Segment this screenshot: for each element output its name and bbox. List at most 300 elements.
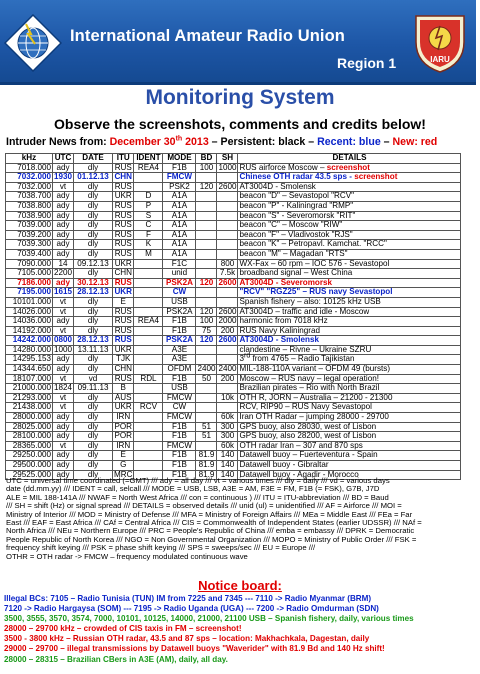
cell-ident: M [134, 249, 163, 259]
cell-mode: unid [163, 269, 196, 279]
page-title: Monitoring System [145, 86, 335, 109]
cell-details: Datawell buoy - Agadir - Morocco [238, 470, 461, 480]
cell-mode: A1A [163, 201, 196, 211]
cell-mode: F1B [163, 317, 196, 327]
cell-khz: 21000.000 [6, 384, 53, 394]
cell-khz: 29525.000 [6, 470, 53, 480]
cell-mode: FMCW [163, 441, 196, 451]
cell-details: beacon "P" - Kaliningrad "RMP" [238, 201, 461, 211]
cell-utc: ady [53, 365, 74, 375]
legend-line: frequency shift keying /// PSK = phase shift keying /// SPS = sweeps/sec /// EU = Europe /// [6, 543, 316, 553]
cell-date: 09.11.13 [74, 384, 113, 394]
cell-details: Datawell buoy - Gibraltar [238, 461, 461, 471]
cell-itu: B [113, 384, 134, 394]
cell-date: dly [74, 413, 113, 423]
cell-sh: 2400 [218, 364, 237, 374]
cell-bd: 50 [196, 374, 217, 384]
cell-ident [134, 336, 163, 346]
cell-utc: vt [53, 182, 74, 192]
cell-itu: POR [114, 431, 132, 441]
cell-utc: ady [53, 192, 74, 202]
cell-khz: 7195.000 [6, 288, 53, 298]
cell-khz: 14242.000 [6, 336, 53, 346]
cell-mode: FMCW [163, 393, 196, 403]
cell-date: 30.12.13 [74, 278, 113, 288]
legend-line: OTHR = OTH radar -> FMCW – frequency modulated continuous wave [6, 551, 248, 561]
cell-details: Moscow – RUS navy – legal operation! [238, 374, 461, 384]
cell-sh [217, 211, 238, 221]
cell-utc: ady [53, 355, 74, 365]
cell-mode: A1A [163, 211, 196, 221]
cell-date: 01.12.13 [74, 173, 113, 183]
iaru-emblem-logo [412, 12, 468, 74]
cell-khz: 28025.000 [6, 422, 53, 432]
cell-sh: 140 [217, 470, 238, 480]
cell-itu: CHN [114, 172, 132, 182]
cell-bd [196, 249, 217, 259]
cell-utc: 0800 [54, 335, 73, 345]
cell-sh: 300 [217, 422, 238, 432]
new-key: New: red [392, 136, 438, 148]
screenshot-note: screenshot [326, 162, 370, 172]
cell-itu: RUS [113, 307, 134, 317]
cell-details: Datawell buoy – Fuerteventura - Spain [238, 451, 461, 461]
cell-mode: A1A [163, 192, 196, 202]
cell-bd: 51 [196, 432, 217, 442]
cell-mode: USB [163, 384, 196, 394]
col-itu: ITU [113, 154, 134, 164]
cell-date: vd [74, 374, 113, 384]
cell-utc: 1930 [54, 172, 73, 182]
cell-bd [196, 211, 217, 221]
cell-sh [217, 221, 238, 231]
cell-ident [134, 441, 163, 451]
cell-itu: E [113, 297, 134, 307]
notice-line: 3500 - 3800 kHz – Russian OTH radar, 43.5 and 87 sps – location: Makhachkala, Dagestan, daily [4, 634, 370, 644]
table-row [6, 182, 461, 192]
cell-bd: 100 [196, 163, 217, 173]
cell-utc: ady [53, 211, 74, 221]
cell-utc: 14 [53, 259, 74, 269]
org-title: International Amateur Radio Union [70, 27, 345, 45]
cell-khz: 21438.000 [6, 403, 53, 413]
cell-date: dly [74, 432, 113, 442]
cell-sh: 2600 [218, 277, 237, 287]
table-row [6, 192, 461, 202]
cell-khz: 29500.000 [6, 461, 53, 471]
cell-utc: ady [53, 317, 74, 327]
cell-date: dly [74, 365, 113, 375]
cell-utc: ady [53, 163, 74, 173]
cell-details: AT3004D – traffic and idle - Moscow [238, 307, 461, 317]
table-row [6, 393, 461, 403]
cell-bd [196, 384, 217, 394]
cell-utc: ady [53, 221, 74, 231]
cell-itu: RUS [113, 317, 134, 327]
cell-sh: 60k [217, 441, 238, 451]
cell-details: beacon "S" - Severomorsk "RIT" [238, 211, 461, 221]
cell-bd: 120 [196, 182, 217, 192]
cell-bd: 120 [196, 278, 217, 288]
cell-utc: ady [53, 432, 74, 442]
cell-khz: 28000.000 [6, 413, 53, 423]
cell-bd [196, 345, 217, 355]
page-subtitle: Observe the screenshots, comments and credits below! [54, 116, 426, 132]
intruder-news-line: Intruder News from: December 30th 2013 – Persistent: black – Recent: blue – New: red [6, 135, 438, 148]
cell-ident [134, 278, 163, 288]
cell-mode: A1A [163, 240, 196, 250]
cell-date: dly [74, 249, 113, 259]
cell-bd [196, 192, 217, 202]
intruder-table [5, 153, 461, 480]
cell-date: dly [74, 297, 113, 307]
cell-khz: 14280.000 [6, 345, 53, 355]
cell-bd: 51 [196, 422, 217, 432]
cell-details: GPS buoy, also 28030, west of Lisbon [238, 422, 461, 432]
cell-bd [196, 230, 217, 240]
table-row [6, 240, 461, 250]
cell-sh: 300 [217, 432, 238, 442]
cell-itu: RUS [113, 249, 134, 259]
cell-ident: P [134, 201, 163, 211]
cell-details: GPS buoy, also 28200, west of Lisbon [238, 432, 461, 442]
cell-bd [196, 288, 217, 298]
cell-ident [134, 355, 163, 365]
cell-itu: MRC [114, 469, 133, 479]
cell-details: RUS Navy Kaliningrad [238, 326, 461, 336]
cell-details: harmonic from 7018 kHz [238, 317, 461, 327]
notice-line: 28000 – 29700 kHz – crowded of CIS taxis in FM – screenshot! [4, 624, 242, 634]
cell-bd [196, 201, 217, 211]
cell-itu: IRN [113, 413, 134, 423]
cell-mode: A1A [163, 249, 196, 259]
cell-date: dly [74, 182, 113, 192]
cell-sh [217, 345, 238, 355]
cell-details: 3rd from 4765 – Radio Tajikistan [238, 355, 461, 365]
cell-sh: 1000 [218, 162, 237, 172]
cell-bd [196, 403, 217, 413]
cell-ident: RCV [134, 403, 163, 413]
cell-date: 09.12.13 [74, 259, 113, 269]
cell-khz: 7038.700 [6, 192, 53, 202]
cell-khz: 14026.000 [6, 307, 53, 317]
region-label: Region 1 [337, 55, 397, 71]
cell-utc: vt [53, 297, 74, 307]
cell-details: WX-Fax – 60 rpm – IOC 576 - Sevastopol [238, 259, 461, 269]
cell-sh: 140 [217, 461, 238, 471]
notice-line: 29000 – 29700 – illegal transmissions by Datawell buoys "Waverider" with 81.9 Bd and 140 Hz shift! [4, 644, 385, 654]
cell-khz: 14295.153 [6, 355, 53, 365]
cell-sh: 140 [217, 451, 238, 461]
cell-utc: 2200 [54, 268, 73, 278]
cell-sh [217, 288, 238, 298]
cell-utc: vt [53, 326, 74, 336]
cell-details: Chinese OTH radar 43.5 sps - screenshot [238, 173, 461, 183]
cell-mode: F1B [163, 163, 196, 173]
cell-details: MIL-188-110A variant – OFDM 49 (bursts) [238, 365, 461, 375]
cell-itu: G [113, 461, 134, 471]
col-details: DETAILS [238, 154, 461, 164]
cell-sh: 200 [217, 374, 238, 384]
cell-mode: CW [163, 403, 196, 413]
cell-itu: RUS [113, 211, 134, 221]
cell-itu: IRN [113, 441, 134, 451]
cell-utc: ady [53, 422, 74, 432]
legend-line: East /// EAF = East Africa /// CAf = Central Africa /// CIS = Commonwealth of Independent States (earlier UDSSR) /// NAf = [6, 518, 422, 528]
table-row [6, 336, 461, 346]
cell-ident: S [134, 211, 163, 221]
cell-mode: F1B [163, 461, 196, 471]
legend-line: /// SH = shift (Hz) or signal spread /// DETAILS = observed details /// unid (ul) = unidentified /// AF = Airforce /// MOI = [6, 501, 402, 511]
cell-bd [196, 240, 217, 250]
table-body [6, 163, 461, 480]
notice-line: 3500, 3555, 3570, 3574, 7000, 10101, 10125, 14000, 21000, 21100 USB – Spanish fishery, daily, various times [4, 614, 414, 624]
table-row [6, 278, 461, 288]
cell-details: broadband signal – West China [238, 269, 461, 279]
notice-line: 28000 – 28315 – Brazilian CBers in A3E (AM), daily, all day. [4, 654, 228, 664]
cell-sh: 7.5k [217, 269, 238, 279]
cell-utc: ady [53, 249, 74, 259]
notice-line: Illegal BCs: 7105 – Radio Tunisia (TUN) IM from 7225 and 7345 --- 7110 -> Radio Myanmar (BRM) [4, 594, 372, 603]
cell-bd: 81.9 [196, 451, 217, 461]
cell-mode: OFDM [163, 365, 196, 375]
cell-ident: REA4 [134, 163, 163, 173]
cell-ident [134, 345, 163, 355]
table-row [6, 288, 461, 298]
cell-sh: 2600 [218, 335, 237, 345]
cell-ident [134, 422, 163, 432]
cell-mode: FMCW [163, 173, 196, 183]
cell-sh: 2600 [218, 306, 237, 316]
col-bd: BD [196, 154, 217, 164]
col-ident: IDENT [134, 154, 163, 164]
cell-sh [217, 192, 238, 202]
cell-date: dly [74, 192, 113, 202]
cell-ident [134, 432, 163, 442]
cell-ident [134, 288, 163, 298]
cell-utc: ady [53, 451, 74, 461]
header-banner [0, 0, 476, 85]
cell-details: Iran OTH Radar – jumping 28000 - 29700 [238, 413, 461, 423]
notice-board [4, 594, 476, 665]
table-row [6, 230, 461, 240]
cell-khz: 7038.900 [6, 211, 53, 221]
cell-utc: ady [53, 230, 74, 240]
cell-khz: 7032.000 [6, 173, 53, 183]
cell-sh: 2600 [218, 181, 237, 191]
cell-date: dly [74, 326, 113, 336]
cell-utc: vt [53, 403, 74, 413]
cell-sh: 60k [217, 413, 238, 423]
cell-sh [217, 230, 238, 240]
cell-itu: RUS [113, 326, 134, 336]
col-mode: MODE [163, 154, 196, 164]
cell-mode: A1A [163, 221, 196, 231]
cell-date: dly [74, 470, 113, 480]
cell-khz: 7039.000 [6, 221, 53, 231]
cell-utc: ady [53, 240, 74, 250]
cell-utc: vt [53, 307, 74, 317]
cell-bd: 81.9 [196, 470, 217, 480]
persistent-key: Persistent: black [220, 136, 306, 148]
table-row [6, 221, 461, 231]
cell-details: beacon "K" – Petropavl. Kamchat. "RCC" [238, 240, 461, 250]
cell-date: dly [74, 393, 113, 403]
cell-mode: PSK2 [163, 182, 196, 192]
cell-khz: 7039.300 [6, 240, 53, 250]
cell-details: Brazilian pirates – Rio with North Brazil [238, 384, 461, 394]
cell-sh [217, 201, 238, 211]
cell-date: 28.12.13 [74, 336, 113, 346]
cell-utc: ady [53, 470, 74, 480]
cell-ident [134, 384, 163, 394]
cell-date: dly [74, 201, 113, 211]
cell-mode: F1B [163, 326, 196, 336]
cell-ident: REA4 [134, 317, 163, 327]
cell-utc: vt [53, 393, 74, 403]
cell-ident [134, 269, 163, 279]
cell-ident [134, 413, 163, 423]
notice-board-title: Notice board: [198, 578, 282, 593]
cell-bd [196, 221, 217, 231]
cell-itu: RUS [113, 201, 134, 211]
cell-mode: FMCW [163, 413, 196, 423]
cell-itu: CHN [114, 268, 132, 278]
cell-date: dly [74, 230, 113, 240]
cell-khz: 7039.400 [6, 249, 53, 259]
cell-khz: 7039.200 [6, 230, 53, 240]
recent-key: Recent: blue [317, 136, 381, 148]
cell-mode: A1A [163, 230, 196, 240]
cell-khz: 28100.000 [6, 432, 53, 442]
cell-details: clandestine – Rivne – Ukraine SZRU [238, 345, 461, 355]
legend-line: UTC = universal time coordinated (=GMT) /// ady = all day /// vt = various times /// dly = daily /// vd = various days [6, 476, 390, 485]
col-khz: kHz [6, 154, 53, 164]
cell-itu: UKR [113, 192, 134, 202]
cell-utc: ady [53, 461, 74, 471]
cell-details: beacon "C" – Moscow "RIW" [238, 221, 461, 231]
cell-khz: 10101.000 [6, 297, 53, 307]
cell-utc: vt [53, 374, 74, 384]
cell-ident [134, 259, 163, 269]
cell-utc: 1824 [54, 383, 73, 393]
col-sh: SH [217, 154, 238, 164]
cell-date: dly [74, 163, 113, 173]
cell-khz: 7018.000 [6, 163, 53, 173]
cell-details: RCV, RIP90 – RUS Navy Sevastopol [238, 403, 461, 413]
cell-utc: ady [53, 413, 74, 423]
cell-khz: 7186.000 [6, 278, 53, 288]
news-date: December 30th 2013 [109, 135, 209, 148]
cell-details: AT3004D - Smolensk [238, 336, 461, 346]
cell-details: Spanish fishery – also: 10125 kHz USB [238, 297, 461, 307]
cell-mode: PSK2A [163, 336, 196, 346]
cell-ident [134, 173, 163, 183]
table-row [6, 374, 461, 384]
cell-sh: 10k [217, 393, 238, 403]
cell-itu: RUS [113, 163, 134, 173]
cell-sh: 2000 [218, 316, 237, 326]
cell-itu: RUS [113, 221, 134, 231]
legend-line: date (dd.mm.yy) /// IDENT = call, selcall /// MODE = USB, LSB, A3E = AM, F3E = FM, F1B (= FSK), G7B, J7D [6, 484, 380, 494]
cell-date: 28.12.13 [74, 288, 113, 298]
cell-khz: 14036.000 [6, 317, 53, 327]
cell-bd: 75 [196, 326, 217, 336]
cell-bd: 100 [196, 317, 217, 327]
cell-khz: 18107.000 [6, 374, 53, 384]
cell-mode: A3E [163, 355, 196, 365]
cell-sh [217, 240, 238, 250]
cell-sh: 800 [217, 259, 238, 269]
cell-mode: CW [163, 288, 196, 298]
cell-utc: ady [53, 278, 74, 288]
intruder-prefix: Intruder News from: [6, 136, 107, 148]
cell-itu: RUS [113, 336, 134, 346]
cell-itu: TJK [113, 355, 134, 365]
cell-ident: RDL [134, 374, 163, 384]
abbreviation-legend [6, 477, 472, 561]
cell-khz: 28365.000 [6, 441, 53, 451]
cell-utc: ady [53, 201, 74, 211]
legend-line: Ministry of Interior /// MOD = Ministry of Defense /// MFA = Ministry of Foreign Affairs /// MEa = Middle East /// FEa = Far [6, 509, 413, 519]
cell-details: AT3004D - Smolensk [238, 182, 461, 192]
legend-line: ALE = MIL 188-141A /// NWAF = North West Africa /// con = continuous ) /// ITU = ITU-abbreviation /// BD = Baud [6, 492, 389, 502]
cell-date: dly [74, 269, 113, 279]
cell-itu: E [113, 451, 134, 461]
cell-khz: 29250.000 [6, 451, 53, 461]
cell-itu: CHN [114, 364, 132, 374]
cell-bd: 81.9 [196, 461, 217, 471]
cell-ident: F [134, 230, 163, 240]
cell-details: OTH R, JORN – Australia – 21200 - 21300 [238, 393, 461, 403]
cell-mode: PSK2A [163, 278, 196, 288]
cell-date: dly [74, 422, 113, 432]
cell-date: dly [74, 221, 113, 231]
cell-itu: RUS [113, 182, 134, 192]
cell-utc: vt [53, 441, 74, 451]
cell-details: AT3004D - Severomorsk [238, 278, 461, 288]
cell-itu: UKR [113, 259, 134, 269]
cell-khz: 14344.650 [6, 365, 53, 375]
cell-itu: AUS [113, 393, 134, 403]
table-row [6, 345, 461, 355]
col-date: DATE [74, 154, 113, 164]
cell-ident: D [134, 192, 163, 202]
cell-mode: F1C [163, 259, 196, 269]
cell-details: beacon "M" – Magadan "RTS" [238, 249, 461, 259]
cell-bd [196, 259, 217, 269]
cell-itu: RUS [113, 374, 134, 384]
cell-ident [134, 461, 163, 471]
legend-line: North Africa /// NEu = Northern Europe /// PRC = People's Republic of China /// emba = embassy /// DPRK = Democratic [6, 526, 415, 536]
cell-itu: UKR [113, 403, 134, 413]
screenshot-note: screenshot [354, 172, 398, 182]
cell-itu: UKR [114, 287, 132, 297]
cell-mode: F1B [163, 422, 196, 432]
iaru-globe-logo [4, 14, 62, 72]
cell-khz: 7038.800 [6, 201, 53, 211]
cell-itu: RUS [113, 230, 134, 240]
cell-khz: 7105.000 [6, 269, 53, 279]
legend-line: People Republic of North Korea /// NGO = Non Governmental Organization /// MOPO = Ministry of Public Order /// FSK = [6, 534, 417, 544]
cell-date: dly [74, 451, 113, 461]
emblem-text: IARU [430, 55, 450, 64]
cell-khz: 21293.000 [6, 393, 53, 403]
cell-bd: 120 [196, 336, 217, 346]
cell-details: beacon "F" – Vladivostok "RJS" [238, 230, 461, 240]
cell-mode: PSK2A [163, 307, 196, 317]
cell-ident: C [134, 221, 163, 231]
